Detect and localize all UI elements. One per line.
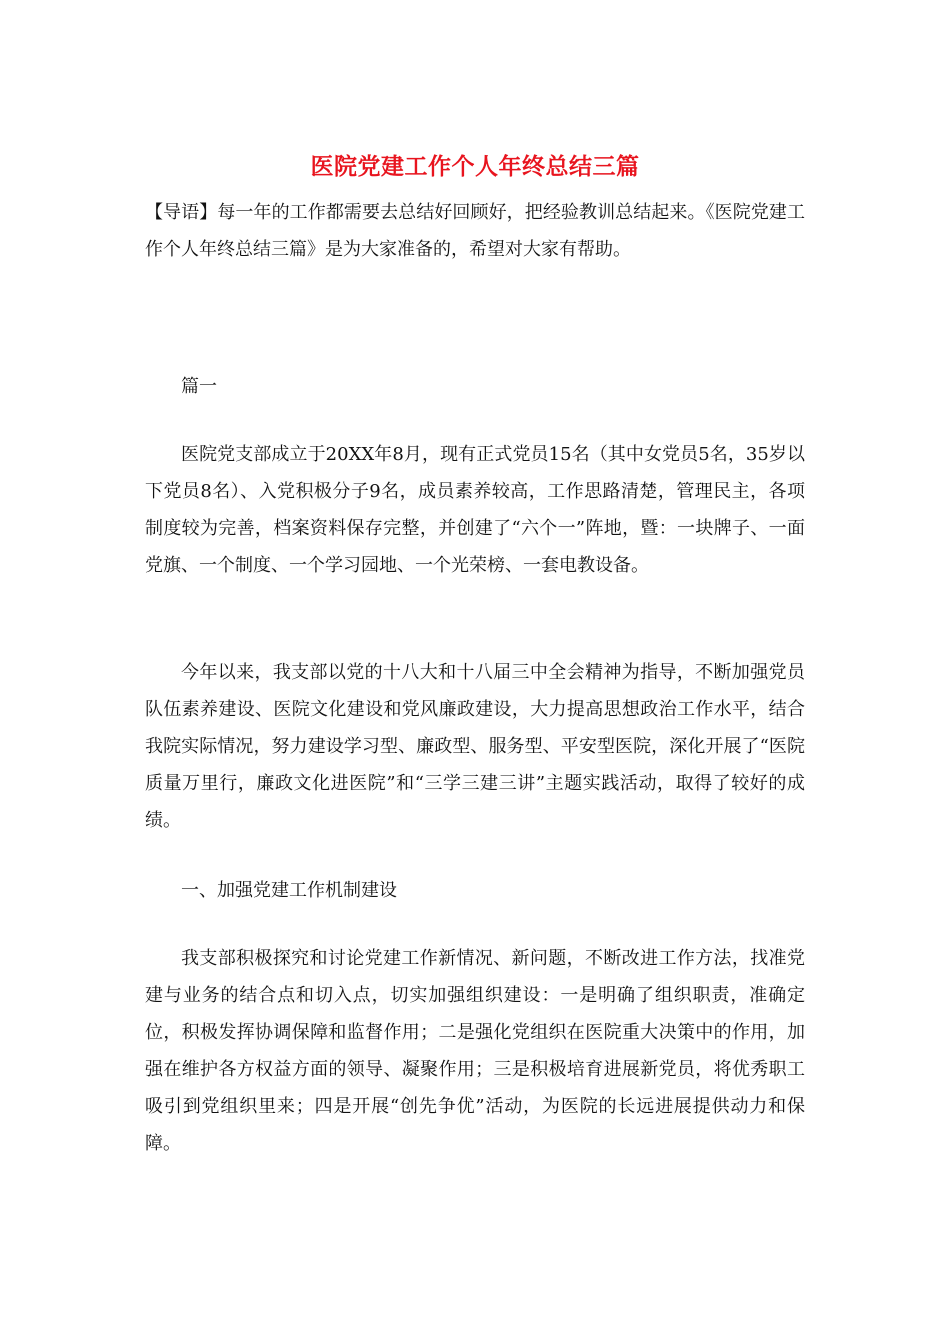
subheading-party-mechanism: 一、加强党建工作机制建设 (181, 880, 397, 901)
body-paragraph-1: 医院党支部成立于20XX年8月，现有正式党员15名（其中女党员5名，35岁以下党员8名）、入党积极分子9名，成员素养较高，工作思路清楚，管理民主，各项制度较为完善，档案资料保存完整，并创建了“六个一”阵地，暨：一块牌子、一面党旗、一个制度、一个学习园地、一个光荣榜、一套电教设备。 (145, 444, 805, 576)
document-title: 医院党建工作个人年终总结三篇 (310, 153, 640, 180)
body-paragraph-3: 我支部积极探究和讨论党建工作新情况、新问题，不断改进工作方法，找准党建与业务的结合点和切入点，切实加强组织建设：一是明确了组织职责，准确定位，积极发挥协调保障和监督作用；二是强化党组织在医院重大决策中的作用，加强在维护各方权益方面的领导、凝聚作用；三是积极培育进展新党员，将优秀职工吸引到党组织里来；四是开展“创先争优”活动，为医院的长远进展提供动力和保障。 (145, 948, 805, 1154)
section-heading-part-one: 篇一 (181, 376, 217, 397)
body-paragraph-2: 今年以来，我支部以党的十八大和十八届三中全会精神为指导，不断加强党员队伍素养建设、医院文化建设和党风廉政建设，大力提高思想政治工作水平，结合我院实际情况，努力建设学习型、廉政型、服务型、平安型医院，深化开展了“医院质量万里行，廉政文化进医院”和“三学三建三讲”主题实践活动，取得了较好的成绩。 (145, 662, 805, 831)
intro-paragraph: 【导语】每一年的工作都需要去总结好回顾好，把经验教训总结起来。《医院党建工作个人年终总结三篇》是为大家准备的，希望对大家有帮助。 (145, 202, 805, 260)
